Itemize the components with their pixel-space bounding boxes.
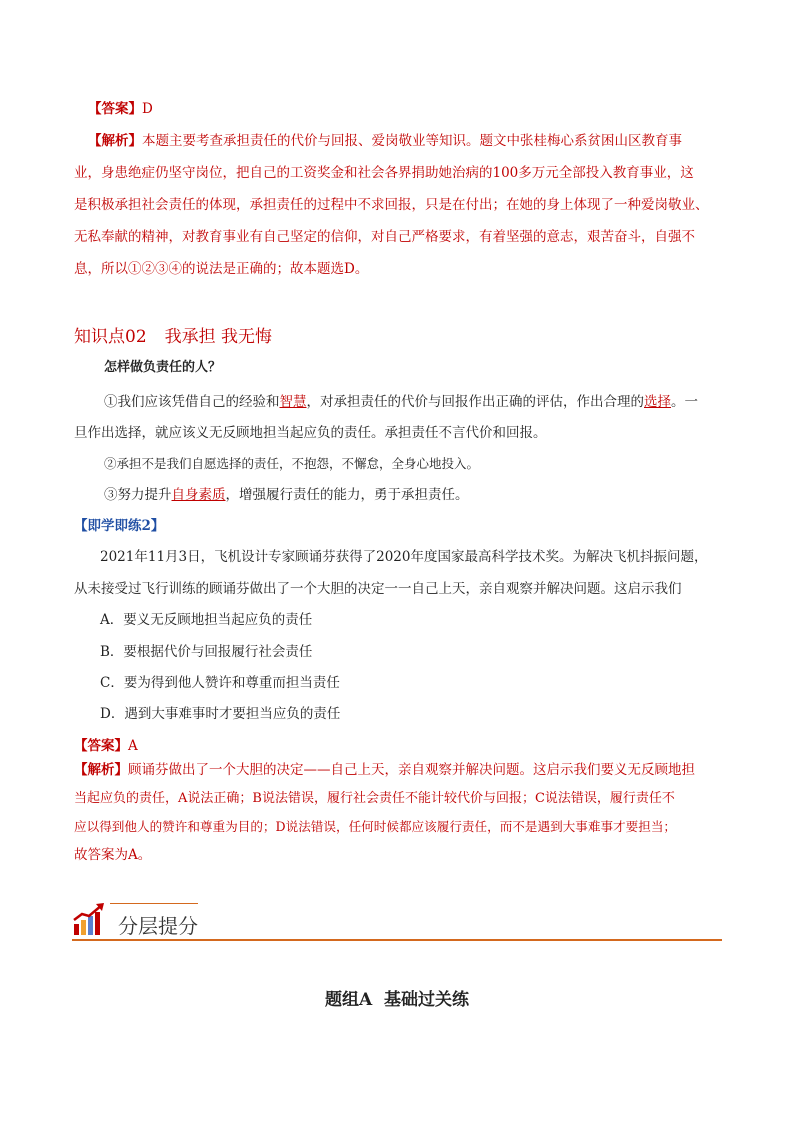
analysis-2-line-1: 【解析】顾诵芬做出了一个大胆的决定——自己上天，亲自观察并解决问题。这启示我们要义无反顾地担 <box>74 762 695 778</box>
group-title: 题组A 基础过关练 <box>324 990 470 1010</box>
point-3: ③努力提升自身素质，增强履行责任的能力，勇于承担责任。 <box>104 487 469 503</box>
answer-value: D <box>142 101 153 117</box>
analysis-2-line-4: 故答案为A。 <box>74 847 152 863</box>
chart-growth-icon <box>72 902 106 936</box>
answer-tag: 【答案】 <box>74 738 128 754</box>
point-1-line-2: 旦作出选择，就应该义无反顾地担当起应负的责任。承担责任不言代价和回报。 <box>74 425 547 441</box>
analysis-1-line-2: 业，身患绝症仍坚守岗位，把自己的工资奖金和社会各界捐助她治病的100多万元全部投入教育事业，这 <box>74 165 694 181</box>
analysis-1-line-3: 是积极承担社会责任的体现，承担责任的过程中不求回报，只是在付出；在她的身上体现了一种爱岗敬业、 <box>74 197 709 213</box>
section-title: 分层提分 <box>118 914 198 938</box>
analysis-tag: 【解析】 <box>74 762 128 778</box>
practice-stem-line-2: 从未接受过飞行训练的顾诵芬做出了一个大胆的决定一一自己上天，亲自观察并解决问题。这启示我们 <box>74 581 682 597</box>
answer-tag: 【答案】 <box>88 101 142 117</box>
option-d: D．遇到大事难事时才要担当应负的责任 <box>100 706 341 722</box>
analysis-1-line-5: 息，所以①②③④的说法是正确的；故本题选D。 <box>74 261 369 277</box>
section-top-line <box>110 903 198 904</box>
keyword-wisdom: 智慧 <box>279 394 307 410</box>
point-2: ②承担不是我们自愿选择的责任，不抱怨，不懈怠，全身心地投入。 <box>104 456 480 471</box>
answer-2 <box>74 736 138 756</box>
keyword-choice: 选择 <box>644 394 671 410</box>
analysis-1-line-4: 无私奉献的精神，对教育事业有自己坚定的信仰，对自己严格要求，有着坚强的意志，艰苦奋斗，自强不 <box>74 229 695 245</box>
analysis-2-line-2: 当起应负的责任，A说法正确；B说法错误，履行社会责任不能计较代价与回报；C说法错误，履行责任不 <box>74 791 675 806</box>
analysis-1-line-1: 【解析】本题主要考查承担责任的代价与回报、爱岗敬业等知识。题文中张桂梅心系贫困山区教育事 <box>88 133 682 149</box>
knowledge-heading <box>74 322 272 347</box>
knowledge-title: 我承担 我无悔 <box>164 327 273 347</box>
analysis-tag: 【解析】 <box>88 133 142 149</box>
point-1-line-1: ①我们应该凭借自己的经验和智慧，对承担责任的代价与回报作出正确的评估，作出合理的选择。一 <box>104 394 698 410</box>
knowledge-label: 知识点02 <box>74 327 147 347</box>
option-c: C．要为得到他人赞许和尊重而担当责任 <box>100 675 340 691</box>
answer-1 <box>88 99 153 119</box>
practice-stem-line-1: 2021年11月3日，飞机设计专家顾诵芬获得了2020年度国家最高科学技术奖。为解决飞机抖振问题， <box>100 549 708 565</box>
option-b: B．要根据代价与回报履行社会责任 <box>100 644 313 660</box>
question-head: 怎样做负责任的人？ <box>104 360 222 375</box>
practice-tag: 【即学即练2】 <box>74 518 165 534</box>
analysis-2-line-3: 应以得到他人的赞许和尊重为目的；D说法错误，任何时候都应该履行责任，而不是遇到大事难事才要担当； <box>74 819 677 834</box>
answer-value: A <box>128 738 138 754</box>
keyword-self-quality: 自身素质 <box>171 487 226 503</box>
option-a: A．要义无反顾地担当起应负的责任 <box>100 612 313 628</box>
section-divider <box>72 939 722 941</box>
